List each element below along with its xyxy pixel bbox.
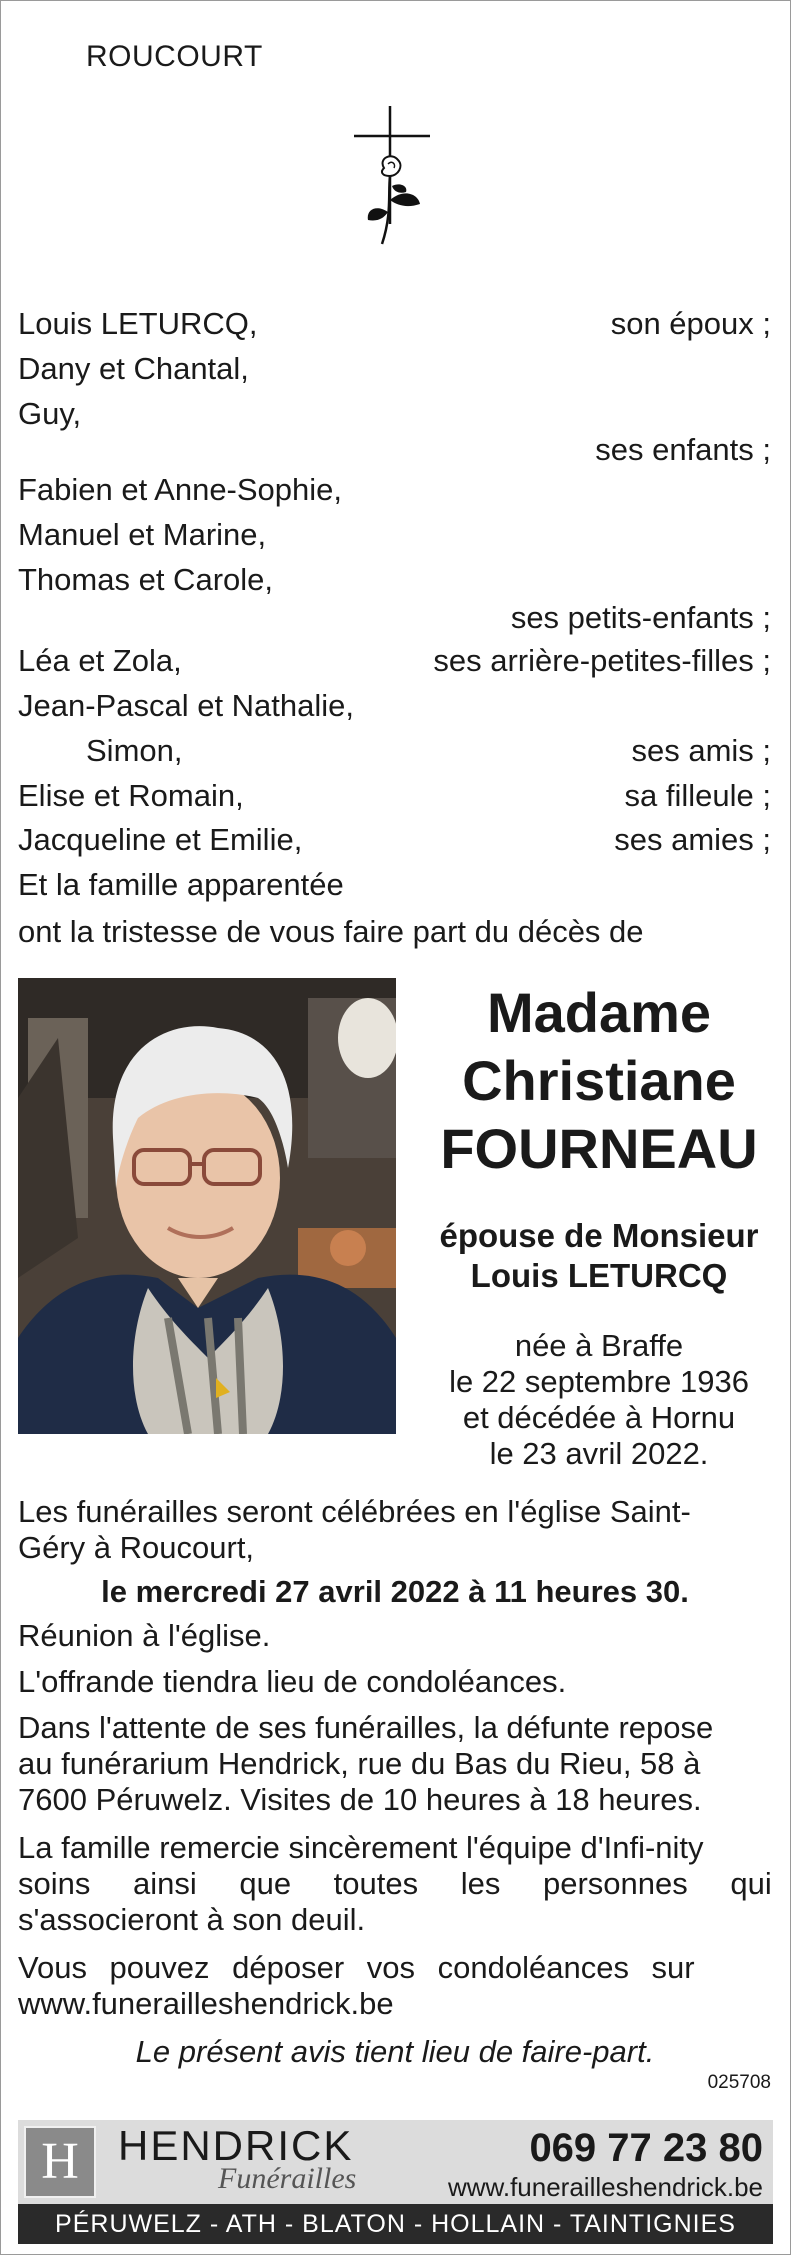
family-name: Manuel et Marine, <box>18 517 267 552</box>
family-name: Léa et Zola, <box>18 643 182 678</box>
family-relation: sa filleule ; <box>624 778 771 813</box>
family-name: Thomas et Carole, <box>18 562 273 597</box>
deceased-last-name: FOURNEAU <box>440 1117 758 1180</box>
rest-line-3: 7600 Péruwelz. Visites de 10 heures à 18 heures. <box>18 1782 702 1817</box>
family-name: Elise et Romain, <box>18 778 244 813</box>
condolences-website[interactable]: www.funerailleshendrick.be <box>18 1986 394 2021</box>
birth-date: le 22 septembre 1936 <box>449 1364 749 1399</box>
offering-text: L'offrande tiendra lieu de condoléances. <box>18 1664 567 1699</box>
branch-towns: PÉRUWELZ - ATH - BLATON - HOLLAIN - TAINTIGNIES <box>18 2204 773 2244</box>
town-name: ROUCOURT <box>86 40 263 73</box>
company-website[interactable]: www.funerailleshendrick.be <box>447 2172 763 2202</box>
deceased-title: Madame <box>486 981 712 1044</box>
family-name: Jacqueline et Emilie, <box>18 822 303 857</box>
phone-number[interactable]: 069 77 23 80 <box>529 2126 763 2170</box>
spouse-line-2: Louis LETURCQ <box>470 1257 728 1294</box>
family-name: Louis LETURCQ, <box>18 306 258 341</box>
family-name: Simon, <box>86 733 183 768</box>
family-name: Jean-Pascal et Nathalie, <box>18 688 355 723</box>
family-relation: ses enfants ; <box>595 432 771 467</box>
family-relation: son époux ; <box>610 306 771 341</box>
birth-place: née à Braffe <box>514 1328 684 1363</box>
condolences-line-1: Vous pouvez déposer vos condoléances sur <box>18 1950 695 1985</box>
rest-line-1: Dans l'attente de ses funérailles, la défunte repose <box>18 1710 714 1745</box>
family-relation: ses arrière-petites-filles ; <box>433 643 771 678</box>
faire-part-notice: Le présent avis tient lieu de faire-part. <box>135 2034 655 2069</box>
funeral-line-1: Les funérailles seront célébrées en l'église Saint- <box>18 1494 691 1529</box>
meeting-text: Réunion à l'église. <box>18 1618 271 1653</box>
death-date: le 23 avril 2022. <box>489 1436 709 1471</box>
family-name: Guy, <box>18 396 82 431</box>
company-name: HENDRICK <box>118 2122 354 2169</box>
company-tagline: Funérailles <box>218 2162 357 2195</box>
spouse-line-1: épouse de Monsieur <box>439 1217 759 1254</box>
thanks-line-3: s'associeront à son deuil. <box>18 1902 366 1937</box>
rest-line-2: au funérarium Hendrick, rue du Bas du Rieu, 58 à <box>18 1746 701 1781</box>
portrait-photo <box>18 978 396 1434</box>
family-relation: ses petits-enfants ; <box>510 600 771 635</box>
family-relation: ses amies ; <box>614 822 771 857</box>
hendrick-logo <box>24 2126 96 2198</box>
family-name: Dany et Chantal, <box>18 351 249 386</box>
deceased-first-name: Christiane <box>462 1049 736 1112</box>
family-relation: ses amis ; <box>631 733 771 768</box>
funeral-date: le mercredi 27 avril 2022 à 11 heures 30. <box>101 1574 689 1609</box>
cross-rose-icon <box>348 104 438 254</box>
reference-number: 025708 <box>707 2072 771 2093</box>
thanks-line-1: La famille remercie sincèrement l'équipe d'Infi-nity <box>18 1830 704 1865</box>
thanks-line-2: soins ainsi que toutes les personnes qui <box>18 1866 772 1901</box>
funeral-line-2: Géry à Roucourt, <box>18 1530 255 1565</box>
death-place: et décédée à Hornu <box>462 1400 736 1435</box>
family-name: Et la famille apparentée <box>18 867 344 902</box>
funeral-home-banner <box>18 2120 773 2204</box>
family-name: Fabien et Anne-Sophie, <box>18 472 343 507</box>
logo-letter: H <box>41 2133 79 2190</box>
